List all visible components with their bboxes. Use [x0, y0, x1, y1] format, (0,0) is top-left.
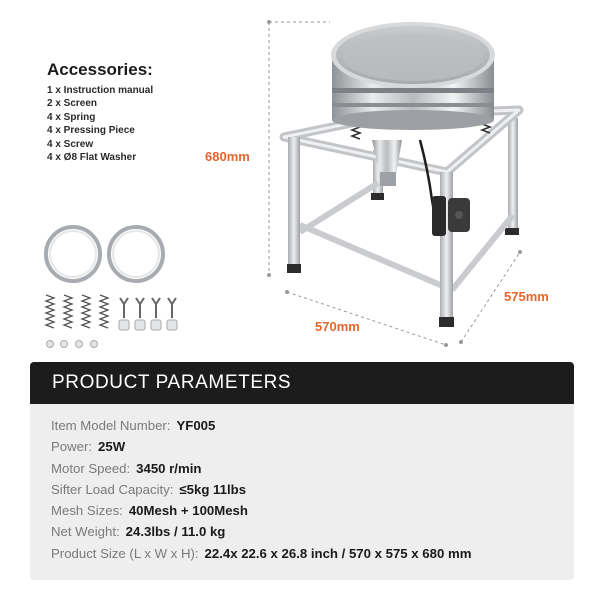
parameter-row	[51, 521, 574, 542]
parameter-row	[51, 436, 574, 457]
parameter-label: Net Weight:	[51, 524, 120, 540]
parameter-value: 25W	[98, 439, 126, 455]
accessory-springs	[46, 295, 108, 328]
parameters-header: PRODUCT PARAMETERS	[30, 362, 574, 404]
parameter-label: Mesh Sizes:	[51, 503, 123, 519]
parameter-value: ≤5kg 11lbs	[179, 481, 247, 497]
accessory-pressing-pieces	[120, 298, 176, 318]
parameter-label: Item Model Number:	[51, 418, 171, 433]
accessory-item: 4 x Ø8 Flat Washer	[47, 152, 137, 164]
sieve-body	[331, 22, 495, 130]
parameters-list	[30, 404, 574, 564]
accessory-item: 4 x Spring	[47, 111, 96, 123]
accessory-screens	[46, 227, 163, 281]
parameter-value: 22.4x 22.6 x 26.8 inch / 570 x 575 x 680 mm	[204, 545, 472, 561]
height-dimension-label: 680mm	[205, 149, 250, 164]
parameter-value: 24.3lbs / 11.0 kg	[125, 524, 226, 540]
width-dimension-label: 570mm	[315, 319, 360, 334]
accessory-item: 2 x Screen	[47, 98, 98, 110]
parameter-label: Sifter Load Capacity:	[51, 481, 174, 497]
parameter-value: 40Mesh + 100Mesh	[128, 503, 248, 519]
parameter-row	[51, 458, 574, 479]
depth-dimension-label: 575mm	[504, 289, 549, 304]
parameter-row	[51, 500, 574, 521]
parameter-value: YF005	[176, 418, 216, 433]
accessory-item: 4 x Screw	[47, 138, 94, 150]
parameter-label: Power:	[51, 439, 93, 455]
parameter-row	[51, 479, 574, 500]
accessories-title: Accessories:	[47, 60, 153, 79]
parameter-row	[51, 415, 574, 436]
accessory-item: 1 x Instruction manual	[47, 85, 154, 96]
parameter-row	[51, 543, 574, 564]
parameter-label: Motor Speed:	[51, 460, 131, 476]
parameter-label: Product Size (L x W x H):	[51, 545, 199, 561]
motor-assembly	[372, 140, 470, 236]
parameter-value: 3450 r/min	[136, 460, 202, 476]
product-parameters-panel	[30, 362, 574, 580]
accessory-item: 4 x Pressing Piece	[47, 125, 135, 137]
